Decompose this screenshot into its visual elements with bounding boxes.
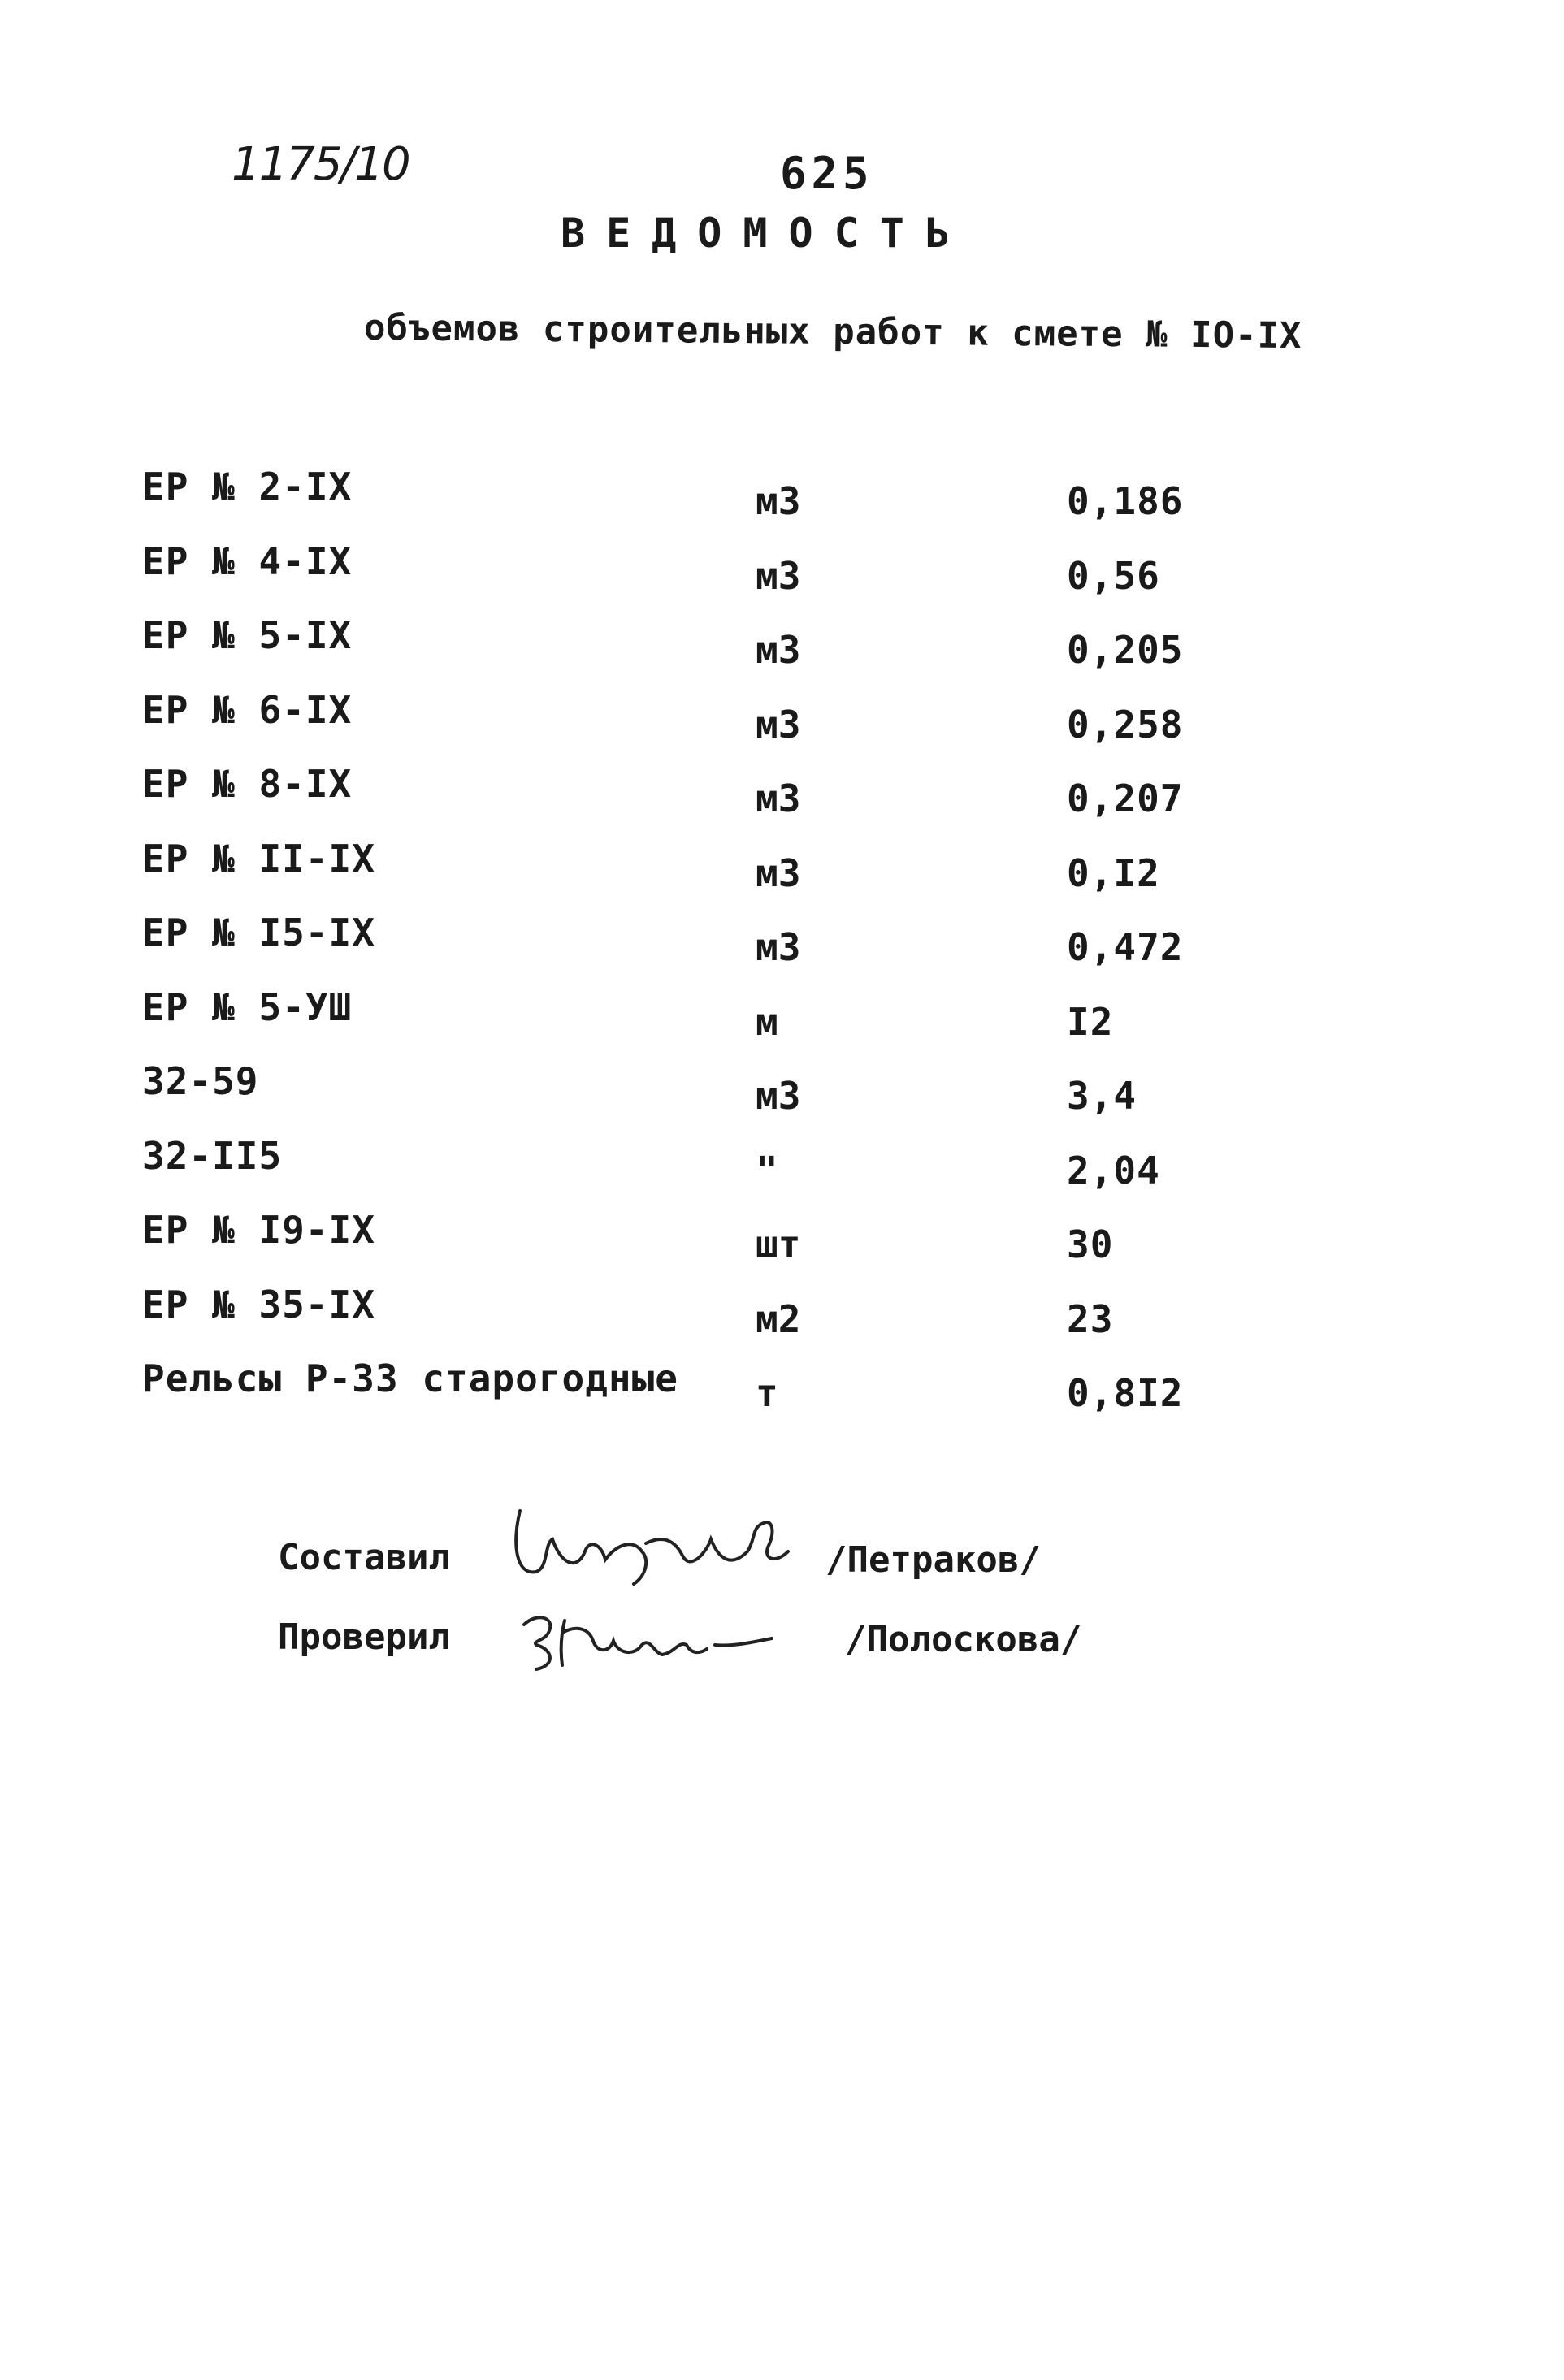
checked-by-name: /Полоскова/ xyxy=(845,1619,1082,1660)
item-unit: м xyxy=(756,999,778,1044)
item-unit: м3 xyxy=(756,479,801,523)
item-name: ЕР № I5-IX xyxy=(142,911,375,954)
item-value: 0,8I2 xyxy=(1067,1371,1184,1415)
item-value: 0,I2 xyxy=(1067,850,1160,895)
item-name: 32-59 xyxy=(142,1059,259,1103)
table-row xyxy=(0,1208,1564,1283)
item-name: ЕР № 2-IX xyxy=(142,465,353,508)
item-name: 32-II5 xyxy=(142,1133,283,1178)
item-value: 3,4 xyxy=(1067,1074,1137,1118)
table-row xyxy=(0,985,1564,1060)
item-name: ЕР № 4-IX xyxy=(142,539,353,583)
document-title: ВЕДОМОСТЬ xyxy=(561,210,971,257)
item-unit: " xyxy=(756,1148,778,1192)
item-value: 0,472 xyxy=(1067,925,1184,969)
compiled-by-name: /Петраков/ xyxy=(825,1539,1041,1581)
item-value: 0,205 xyxy=(1067,628,1184,672)
checked-by-label: Проверил xyxy=(278,1616,450,1658)
item-name: ЕР № 8-IX xyxy=(142,762,353,806)
item-unit: м3 xyxy=(756,777,801,820)
table-row xyxy=(0,465,1564,539)
table-row xyxy=(0,613,1564,688)
item-unit: м2 xyxy=(756,1296,801,1341)
item-name: ЕР № II-IX xyxy=(142,836,375,881)
compiled-signature xyxy=(504,1495,829,1592)
item-name: ЕР № 6-IX xyxy=(142,687,353,732)
item-name: ЕР № I9-IX xyxy=(142,1208,375,1252)
item-unit: м3 xyxy=(756,628,801,672)
item-name: Рельсы Р-33 старогодные xyxy=(142,1357,678,1400)
item-value: 2,04 xyxy=(1067,1148,1160,1192)
item-unit: т xyxy=(756,1371,778,1415)
table-row xyxy=(0,837,1564,911)
page-number: 625 xyxy=(780,148,874,199)
item-name: ЕР № 5-УШ xyxy=(142,984,353,1029)
compiled-by-label: Составил xyxy=(278,1537,450,1578)
item-unit: м3 xyxy=(756,553,801,598)
item-unit: м3 xyxy=(756,702,801,746)
item-value: 0,186 xyxy=(1067,479,1184,523)
item-value: 0,258 xyxy=(1067,702,1184,746)
item-value: 0,207 xyxy=(1067,777,1184,820)
item-value: 30 xyxy=(1067,1222,1114,1266)
table-row xyxy=(0,911,1564,985)
table-row xyxy=(0,688,1564,763)
table-row xyxy=(0,1357,1564,1431)
item-value: 23 xyxy=(1067,1296,1114,1341)
table-row xyxy=(0,1134,1564,1209)
item-name: ЕР № 35-IX xyxy=(142,1282,375,1326)
document-subtitle: объемов строительных работ к смете № IO-IX xyxy=(363,307,1302,357)
table-row xyxy=(0,762,1564,837)
item-name: ЕР № 5-IX xyxy=(142,613,353,657)
table-row xyxy=(0,539,1564,614)
table-row xyxy=(0,1059,1564,1134)
item-unit: м3 xyxy=(756,1074,801,1118)
item-unit: м3 xyxy=(756,850,801,895)
checked-signature xyxy=(512,1604,804,1677)
document-code: 1175/10 xyxy=(232,138,409,191)
item-unit: м3 xyxy=(756,925,801,969)
table-row xyxy=(0,1283,1564,1357)
item-value: I2 xyxy=(1067,999,1114,1044)
item-value: 0,56 xyxy=(1067,553,1160,598)
volumes-table xyxy=(0,465,1564,1431)
item-unit: шт xyxy=(756,1222,801,1266)
